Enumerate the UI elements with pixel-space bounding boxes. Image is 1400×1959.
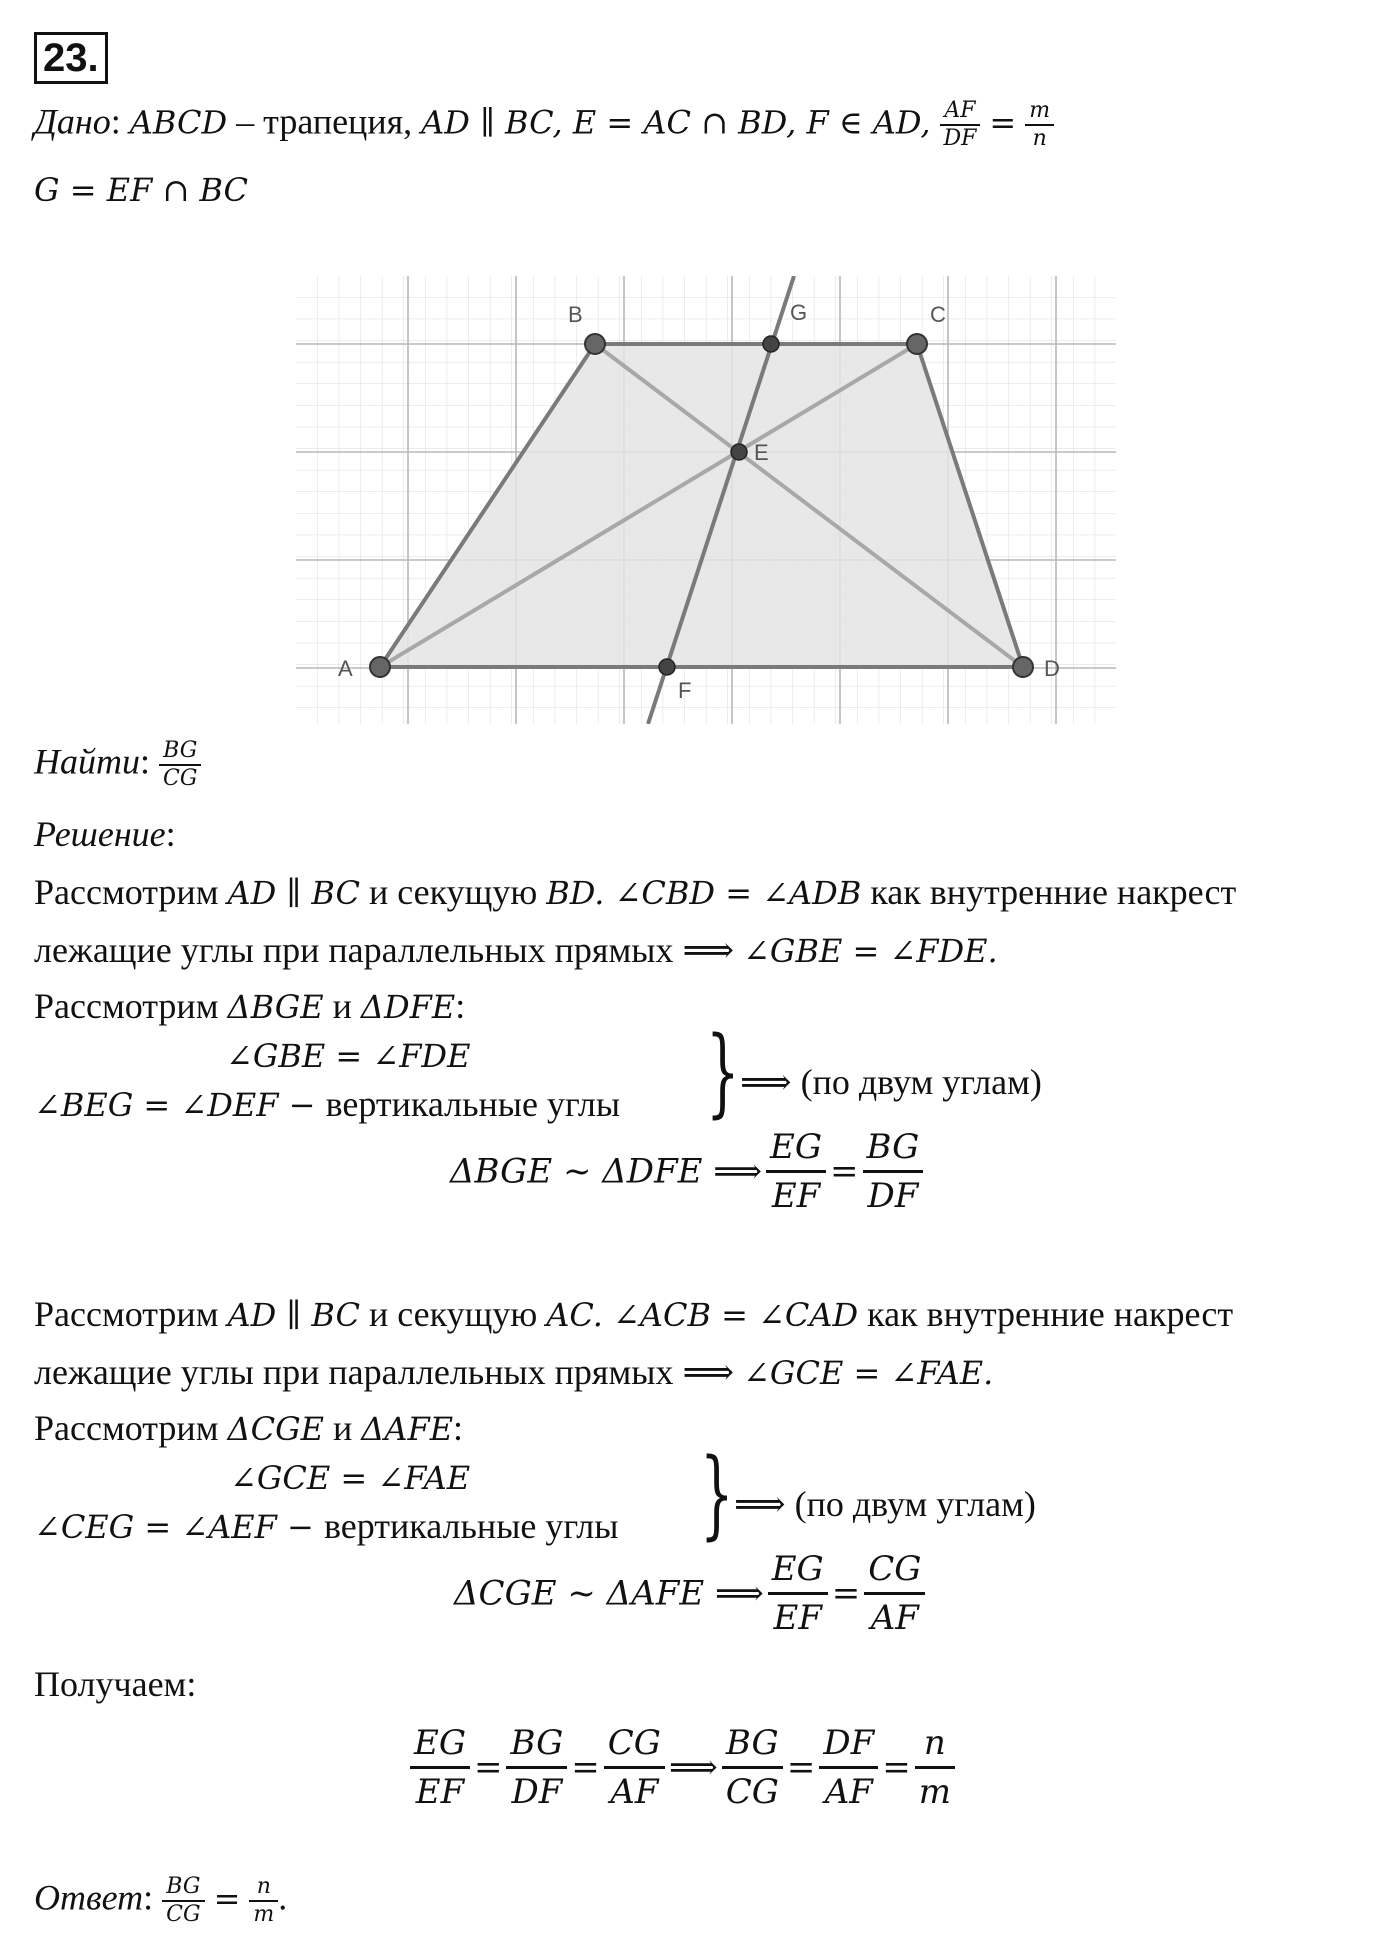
label-g: G	[790, 300, 808, 325]
answer-frac-left: $\frac{BG}{CG}$	[162, 1874, 204, 1928]
block2-line1: Рассмотрим AD ∥ BC и секущую AC. ∠ACB = ∠CAD как внутренние накрест	[34, 1294, 1234, 1334]
given-line-2: G = EF ∩ BC	[34, 171, 249, 209]
point-a	[370, 657, 390, 677]
block2-similarity: ΔCGE ~ ΔAFE ⟹ $\frac{EG}{EF}$ = $\frac{CG}{AF}$	[454, 1546, 925, 1641]
result-equation: $\frac{EG}{EF}$ = $\frac{BG}{DF}$ = $\frac{CG}{AF}$ ⟹ $\frac{BG}{CG}$ = $\frac{DF}{AF}$ = $\frac{n}{m}$	[410, 1720, 955, 1815]
label-d: D	[1044, 656, 1060, 681]
label-b: B	[568, 302, 583, 327]
answer-frac-right: $\frac{n}{m}$	[249, 1874, 278, 1928]
find-label: Найти	[34, 741, 140, 782]
result-frac-2: $\frac{BG}{DF}$	[506, 1720, 567, 1815]
point-g	[763, 336, 779, 352]
label-f: F	[678, 678, 692, 703]
given-ratio-fraction: $\frac{AF}{DF}$	[940, 98, 981, 152]
block2-system-eq1: ∠GCE = ∠FAE	[230, 1459, 471, 1497]
trapezoid-figure	[296, 276, 1116, 724]
point-d	[1013, 657, 1033, 677]
block2-frac-1: $\frac{EG}{EF}$	[768, 1546, 828, 1641]
block2-brace: }	[700, 1438, 734, 1550]
block2-line2: лежащие углы при параллельных прямых ⟹ ∠GCE = ∠FAE.	[34, 1352, 994, 1392]
point-f	[659, 659, 675, 675]
label-a: A	[338, 656, 353, 681]
block1-frac-1: $\frac{EG}{EF}$	[766, 1124, 826, 1219]
block1-line1: Рассмотрим AD ∥ BC и секущую BD. ∠CBD = ∠ADB как внутренние накрест	[34, 872, 1237, 912]
block2-system-eq2: ∠CEG = ∠AEF − вертикальные углы	[34, 1506, 619, 1546]
given-line-1: Дано: ABCD – трапеция, AD ∥ BC, E = AC ∩ BD, F ∈ AD, $\frac{AF}{DF}$ = $\frac{m}{n}$	[34, 98, 1054, 152]
block1-system-eq1: ∠GBE = ∠FDE	[226, 1037, 471, 1075]
given-conditions: AD ∥ BC, E = AC ∩ BD, F ∈ AD,	[421, 103, 931, 142]
answer-label: Ответ	[34, 1877, 144, 1918]
block2-system-result: ⟹ (по двум углам)	[734, 1484, 1036, 1524]
answer-line: Ответ: $\frac{BG}{CG}$ = $\frac{n}{m}$ .	[34, 1874, 288, 1927]
find-fraction: $\frac{BG}{CG}$	[159, 738, 201, 792]
block1-system-eq2: ∠BEG = ∠DEF − вертикальные углы	[34, 1084, 621, 1124]
point-c	[907, 334, 927, 354]
block1-system-result: ⟹ (по двум углам)	[740, 1062, 1042, 1102]
block1-similarity: ΔBGE ~ ΔDFE ⟹ $\frac{EG}{EF}$ = $\frac{BG}{DF}$	[450, 1124, 923, 1219]
block1-brace: }	[706, 1016, 740, 1128]
point-b	[585, 334, 605, 354]
result-label: Получаем:	[34, 1664, 197, 1704]
block2-frac-2: $\frac{CG}{AF}$	[864, 1546, 925, 1641]
solution-heading: Решение:	[34, 814, 176, 854]
block1-line3: Рассмотрим ΔBGE и ΔDFE:	[34, 986, 466, 1026]
block2-line3: Рассмотрим ΔCGE и ΔAFE:	[34, 1408, 464, 1448]
find-line: Найти: $\frac{BG}{CG}$	[34, 738, 201, 792]
label-e: E	[754, 440, 769, 465]
point-e	[731, 444, 747, 460]
result-frac-6: $\frac{n}{m}$	[915, 1720, 955, 1815]
result-frac-4: $\frac{BG}{CG}$	[722, 1720, 783, 1815]
result-frac-1: $\frac{EG}{EF}$	[410, 1720, 470, 1815]
problem-number: 23.	[34, 32, 108, 84]
block1-line2: лежащие углы при параллельных прямых ⟹ ∠GBE = ∠FDE.	[34, 930, 998, 970]
result-frac-5: $\frac{DF}{AF}$	[819, 1720, 878, 1815]
label-c: C	[930, 302, 946, 327]
given-label: Дано	[34, 101, 111, 142]
given-text: – трапеция,	[227, 101, 422, 142]
given-ratio-value: $\frac{m}{n}$	[1025, 98, 1054, 152]
given-trapezoid: ABCD	[129, 103, 228, 142]
block1-frac-2: $\frac{BG}{DF}$	[863, 1124, 924, 1219]
result-frac-3: $\frac{CG}{AF}$	[604, 1720, 665, 1815]
